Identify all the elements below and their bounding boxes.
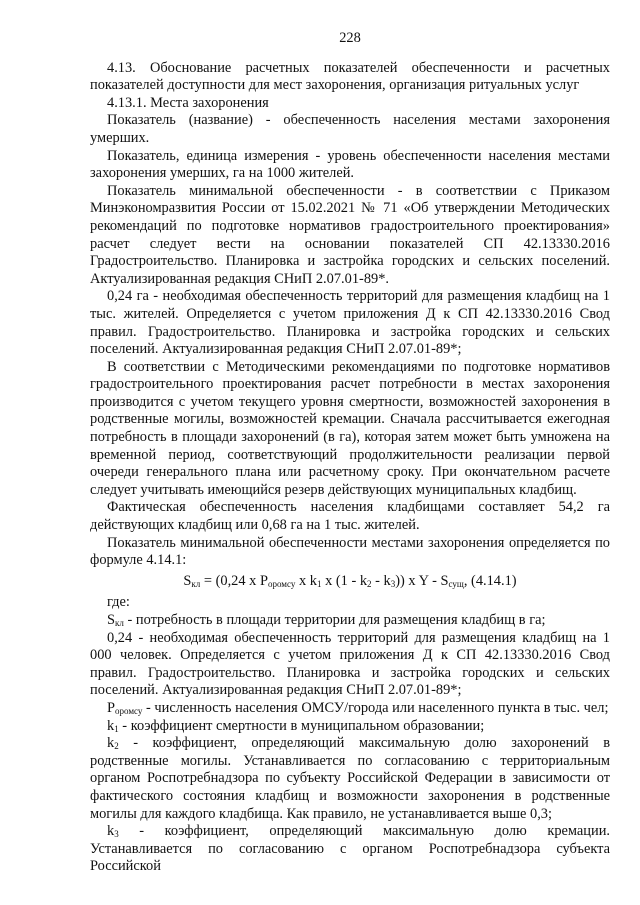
def-text: - коэффициент, определяющий максимальную долю захоронений в родственные могилы. Устанавливается по согласованию с территориальным органом Роспотребнадзора по субъекту Российской Федерации в зависимости от фактического состояния кладбищ и возможности захоронения в родственные могилы для каждого кладбища. Как правило, не устанавливается выше 0,3; — [90, 735, 610, 822]
formula-part: x (1 - k — [321, 572, 368, 589]
def-symbol: S — [107, 612, 116, 628]
definition-p-oromsu — [90, 700, 610, 718]
definition-k1 — [90, 718, 610, 736]
def-text: - коэффициент, определяющий максимальную долю кремации. Устанавливается по согласованию с органом Роспотребнадзора субъекта Российской — [90, 823, 610, 875]
def-symbol: k — [107, 717, 115, 734]
formula-part: )) x Y - S — [395, 572, 449, 589]
paragraph-indicator-name: Показатель (название) - обеспеченность населения местами захоронения умерших. — [90, 112, 610, 146]
formula-sus-sub: сущ — [448, 578, 464, 589]
paragraph-norm-024: 0,24 га - необходимая обеспеченность территорий для размещения кладбищ на 1 тыс. жителей. Определяется с учетом приложения Д к СП 42.13330.2016 Свод правил. Градостроительство. Планировка и застройка городских и сельских поселений. Актуализированная редакция СНиП 2.07.01-89*; — [90, 288, 610, 358]
def-symbol-sub: кл — [115, 618, 124, 628]
paragraph-indicator-unit: Показатель, единица измерения - уровень обеспеченности населения местами захоронения умерших, га на 1000 жителей. — [90, 147, 610, 182]
page-number: 228 — [339, 30, 361, 46]
formula-s: S — [183, 572, 192, 589]
def-symbol-sub: 2 — [114, 741, 119, 752]
definition-024: 0,24 - необходимая обеспеченность территорий для размещения кладбищ на 1 000 человек. Определяется с учетом приложения Д к СП 42.13330.2016 Свод правил. Градостроительство. Планировка и застройка городских и сельских поселений. Актуализированная редакция СНиП 2.07.01-89*; — [90, 629, 610, 699]
formula-part: - k — [371, 572, 391, 589]
def-text: - потребность в площади территории для размещения кладбищ в га; — [123, 612, 546, 628]
definition-k2 — [90, 735, 610, 823]
def-symbol-sub: 1 — [114, 723, 119, 734]
paragraph-min-provision: Показатель минимальной обеспеченности - в соответствии с Приказом Минэкономразвития России от 15.02.2021 № 71 «Об утверждении Методических рекомендаций по подготовке нормативов градостроительного проектирования» расчет следует вести на основании показателей СП 42.13330.2016 Градостроительство. Планировка и застройка городских и сельских поселений. Актуализированная редакция СНиП 2.07.01-89*. — [90, 182, 610, 287]
def-symbol-sub: 3 — [114, 829, 119, 840]
section-title: 4.13. Обоснование расчетных показателей обеспеченности и расчетных показателей доступности для мест захоронения, организация ритуальных услуг — [90, 59, 610, 94]
definition-k3 — [90, 823, 610, 876]
formula-k1-sub: 1 — [316, 578, 322, 589]
subsection-title: 4.13.1. Места захоронения — [107, 94, 269, 111]
paragraph-actual-provision: Фактическая обеспеченность населения кладбищами составляет 54,2 га действующих кладбищ или 0,68 га на 1 тыс. жителей. — [90, 499, 610, 534]
where-label: где: — [107, 594, 130, 611]
def-text: - численность населения ОМСУ/города или населенного пункта в тыс. чел; — [142, 699, 609, 716]
formula-4-14-1 — [90, 573, 610, 591]
formula-s-sub: кл — [191, 578, 201, 589]
def-symbol: k — [107, 823, 115, 840]
formula-p-sub: оромсу — [267, 578, 296, 589]
def-text: - коэффициент смертности в муниципальном образовании; — [118, 717, 485, 734]
formula-part: x k — [295, 572, 317, 589]
def-symbol: k — [107, 735, 115, 752]
def-symbol-sub: оромсу — [115, 705, 143, 716]
formula-k3-sub: 3 — [390, 578, 396, 589]
paragraph-method: В соответствии с Методическими рекомендациями по подготовке нормативов градостроительного проектирования расчет потребности в местах захоронения производится с учетом текущего уровня смертности, возможностей захоронения в родственные могилы, возможностей кремации. Сначала рассчитывается ежегодная потребность в площади захоронений (в га), которая затем может быть умножена на временной период, соответствующий продолжительности реализации первой очереди генерального плана или расчетному сроку. При окончательном расчете следует учитывать имеющийся резерв действующих муниципальных кладбищ. — [90, 358, 610, 498]
paragraph-formula-intro: Показатель минимальной обеспеченности местами захоронения определяется по формуле 4.14.1: — [90, 534, 610, 569]
document-page — [90, 30, 610, 876]
definition-s-kl — [90, 612, 610, 630]
formula-part: , (4.14.1) — [463, 572, 517, 589]
formula-k2-sub: 2 — [367, 578, 372, 589]
formula-part: = (0,24 x P — [200, 572, 268, 589]
def-symbol: P — [107, 699, 116, 716]
